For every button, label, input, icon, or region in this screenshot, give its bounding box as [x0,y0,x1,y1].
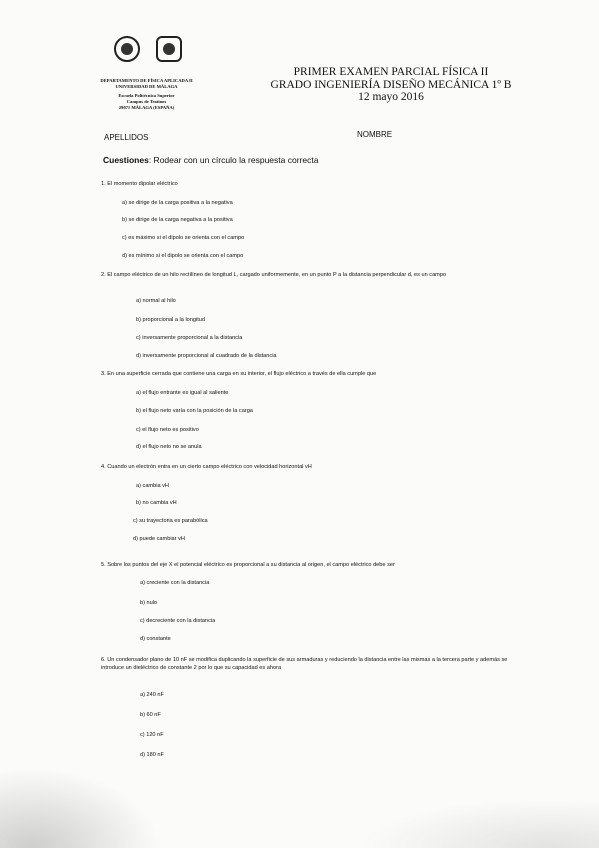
surname-label: APELLIDOS [104,133,149,142]
answer-option[interactable]: d) constante [140,636,171,642]
answer-option[interactable]: c) es máximo si el dipolo se orienta con el campo [122,235,245,241]
question-4: 4. Cuando un electrón entra en un cierto campo eléctrico con velocidad horizontal vH [101,464,312,470]
question-3: 3. En una superficie cerrada que contiene una carga en su interior, el flujo eléctrico a través de ella cumple que [101,371,377,377]
answer-option[interactable]: c) 120 nF [140,732,164,738]
answer-option[interactable]: d) 180 nF [140,752,164,758]
answer-option[interactable]: a) cambia vH [136,483,169,489]
answer-option[interactable]: b) nulo [140,600,158,606]
answer-option[interactable]: a) 240 nF [140,692,164,698]
department-line: DEPARTAMENTO DE FÍSICA APLICADA II [100,78,193,83]
department-block [84,78,209,111]
answer-option[interactable]: a) el flujo entrante es igual al saliente [136,390,229,396]
question-5: 5. Sobre los puntos del eje X el potencial eléctrico es proporcional a su distancia al origen, el campo eléctrico debe ser [101,562,395,568]
exam-date: 12 mayo 2016 [358,91,424,103]
answer-option[interactable]: b) proporcional a la longitud [136,317,206,323]
answer-option[interactable]: d) el flujo neto no se anula [136,444,202,450]
scan-smudge [0,768,160,848]
exam-title [246,66,536,104]
logos [110,36,190,76]
department-line: Escuela Politécnica Superior [118,93,175,98]
answer-option[interactable]: d) inversamente proporcional al cuadrado de la distancia [136,353,277,359]
answer-option[interactable]: a) se dirige de la carga positiva a la negativa [122,200,233,206]
question-1: 1. El momento dipolar eléctrico [101,181,178,187]
department-line: 29071 MÁLAGA (ESPAÑA) [118,105,175,110]
answer-option[interactable]: b) no cambia vH [136,500,177,506]
answer-option[interactable]: a) normal al hilo [136,298,176,304]
university-logo-icon [114,36,140,62]
instructions-bold: Cuestiones [103,155,149,165]
answer-option[interactable]: b) 60 nF [140,712,161,718]
name-label: NOMBRE [357,130,393,139]
answer-option[interactable]: c) el flujo neto es positivo [136,427,199,433]
instructions-text: : Rodear con un círculo la respuesta correcta [148,155,319,165]
student-fields [104,130,524,142]
question-2: 2. El campo eléctrico de un hilo rectilíneo de longitud L, cargado uniformemente, en un punto P a la distancia perpendicular d, es un campo [101,272,447,278]
scan-smudge [359,798,599,848]
answer-option[interactable]: c) inversamente proporcional a la distancia [136,335,243,341]
answer-option[interactable]: c) decreciente con la distancia [140,618,216,624]
department-line: Campus de Teatinos [126,99,167,104]
answer-option[interactable]: c) su trayectoria es parabólica [133,518,208,524]
instructions [103,155,318,165]
answer-option[interactable]: b) el flujo neto varía con la posición de la carga [136,408,253,414]
answer-option[interactable]: d) es mínimo si el dipolo se orienta con el campo [122,253,244,259]
answer-option[interactable]: d) puede cambiar vH [133,536,185,542]
exam-title-line: PRIMER EXAMEN PARCIAL FÍSICA II [293,66,489,78]
department-line: UNIVERSIDAD DE MÁLAGA [115,84,178,89]
exam-title-line: GRADO INGENIERÍA DISEÑO MECÁNICA 1º B [270,78,512,91]
answer-option[interactable]: a) creciente con la distancia [140,580,210,586]
answer-option[interactable]: b) se dirige de la carga negativa a la positiva [122,217,233,223]
question-6: 6. Un condensador plano de 10 nF se modifica duplicando la superficie de sus armaduras y reduciendo la distancia entre las mismas a la tercera parte y además se introduce un dieléctrico de constante 2 por lo que su capacidad es ahora [101,657,508,671]
school-crest-icon [156,36,182,62]
